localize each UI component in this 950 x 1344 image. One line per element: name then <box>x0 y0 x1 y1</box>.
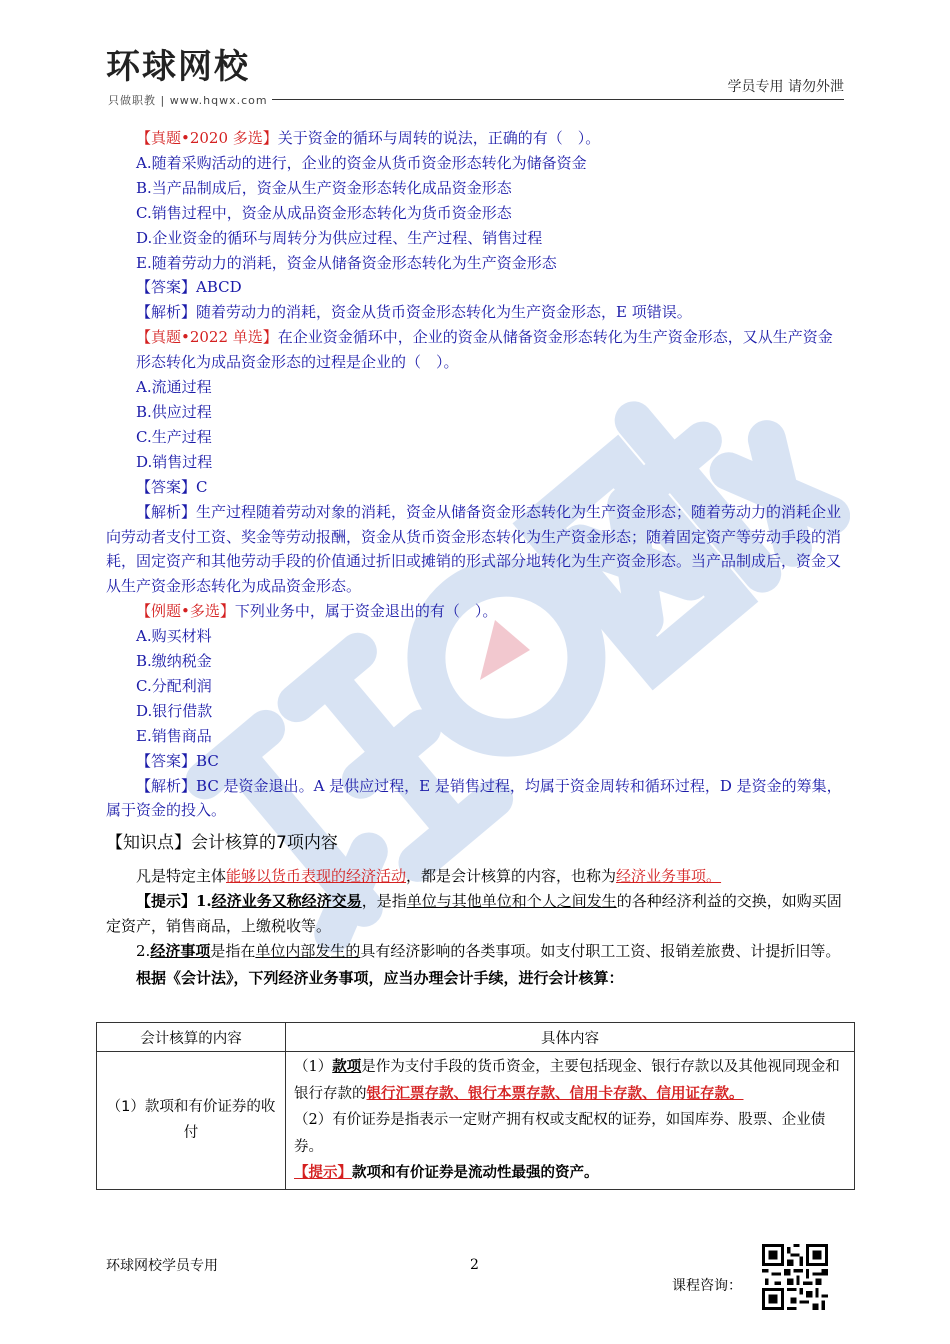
question-1-tag: 【真题•2020 多选】 <box>136 129 278 147</box>
question-1-option-c: C.销售过程中，资金从成品资金形态转化为货币资金形态 <box>136 203 512 222</box>
text: 是指在 <box>210 942 256 960</box>
analysis-tag: 【解析】 <box>136 502 197 521</box>
text: （1） <box>294 1059 333 1075</box>
text: 的各种经济利益的交换，如购买固定资产，销售商品，上缴税收等。 <box>106 892 842 936</box>
question-3-text: 下列业务中，属于资金退出的有（ ）。 <box>234 602 498 621</box>
question-1-answer <box>106 275 844 300</box>
text: 2. <box>136 942 151 960</box>
question-3-option-a: A.购买材料 <box>136 627 212 646</box>
analysis-tag: 【解析】 <box>136 303 197 322</box>
question-3-analysis <box>106 774 844 824</box>
question-2-option-a: A.流通过程 <box>136 378 212 397</box>
analysis-tag: 【解析】 <box>136 776 197 795</box>
knowledge-paragraph-3 <box>106 939 844 964</box>
highlight-text: 经济事项 <box>150 942 211 960</box>
question-1-option-e: E.随着劳动力的消耗，资金从储备资金形态转化为生产资金形态 <box>136 253 557 272</box>
table-cell-category: （1）款项和有价证券的收付 <box>97 1052 286 1190</box>
footer-left-text: 环球网校学员专用 <box>106 1258 218 1274</box>
text: 是作为支付手段的货币资金，主要包括现金、银行存款以及其他视同现金和银行存款的 <box>294 1059 840 1102</box>
question-3-option-c: C.分配利润 <box>136 676 212 695</box>
answer-value: BC <box>196 751 219 770</box>
table-row <box>97 1052 855 1190</box>
question-2-option-d: D.销售过程 <box>136 452 213 471</box>
answer-tag: 【答案】 <box>136 278 197 297</box>
question-2-option-c: C.生产过程 <box>136 427 212 446</box>
detail-paragraph-3 <box>294 1160 846 1187</box>
question-1-option-d: D.企业资金的循环与周转分为供应过程、生产过程、销售过程 <box>136 228 543 247</box>
detail-paragraph-1 <box>294 1054 846 1107</box>
question-3-answer <box>106 749 844 774</box>
analysis-text: 随着劳动力的消耗，资金从货币资金形态转化为生产资金形态，E 项错误。 <box>196 303 692 322</box>
table-cell-detail <box>286 1052 855 1190</box>
knowledge-point-title: 【知识点】会计核算的7项内容 <box>106 833 338 854</box>
text: 款项和有价证券是流动性最强的资产。 <box>352 1164 599 1181</box>
table-header-cell: 具体内容 <box>286 1023 855 1052</box>
question-2-answer <box>106 475 844 500</box>
hint-tag: 【提示】1. <box>136 892 212 911</box>
highlight-text: 款项 <box>332 1058 362 1075</box>
question-2-analysis <box>106 500 844 600</box>
answer-tag: 【答案】 <box>136 751 197 770</box>
analysis-text: 生产过程随着劳动对象的消耗，资金从储备资金形态转化为生产资金形态；随着劳动力的消耗企业向劳动者支付工资、奖金等劳动报酬，资金从货币资金形态转化为生产资金形态；随着固定资产等劳动手段的消耗，固定资产和其他劳动手段的价值通过折旧或摊销的形式部分地转化为生产资金形态。当产品制成后，资金又从生产资金形态转化为成品资金形态。 <box>106 502 842 596</box>
question-3-tag: 【例题•多选】 <box>136 602 235 621</box>
hint-tag: 【提示】 <box>294 1164 352 1181</box>
table-intro: 根据《会计法》，下列经济业务事项，应当办理会计手续，进行会计核算： <box>136 968 624 987</box>
question-2-text: 在企业资金循环中，企业的资金从储备资金形态转化为生产资金形态，又从生产资金形态转化为成品资金形态的过程是企业的（ ）。 <box>136 328 833 372</box>
text: 具有经济影响的各类事项。如支付职工工资、报销差旅费、计提折旧等。 <box>360 942 841 960</box>
detail-paragraph-2: （2）有价证券是指表示一定财产拥有权或支配权的证券，如国库券、股票、企业债券。 <box>294 1112 826 1155</box>
question-1-option-a: A.随着采购活动的进行，企业的资金从货币资金形态转化为储备资金 <box>136 153 587 172</box>
question-2-option-b: B.供应过程 <box>136 402 212 421</box>
highlight-text: 经济业务事项。 <box>616 867 722 886</box>
logo: 环球网校 <box>106 47 250 87</box>
text: ，是指 <box>361 892 407 911</box>
qr-code-icon <box>762 1244 828 1310</box>
answer-value: ABCD <box>196 278 242 297</box>
question-1-analysis <box>106 300 844 325</box>
course-consult-label: 课程咨询： <box>672 1278 742 1294</box>
question-1-text: 关于资金的循环与周转的说法，正确的有（ ）。 <box>277 129 601 147</box>
question-2-tag: 【真题•2022 单选】 <box>136 328 278 347</box>
question-2-stem <box>106 325 844 375</box>
highlight-text: 能够以货币表现的经济活动 <box>226 867 407 886</box>
analysis-text: BC 是资金退出。A 是供应过程，E 是销售过程，均属于资金周转和循环过程，D 是资金的筹集，属于资金的投入。 <box>106 776 842 820</box>
answer-value: C <box>196 477 208 496</box>
accounting-content-table <box>96 1022 855 1190</box>
question-3-option-e: E.销售商品 <box>136 726 212 745</box>
question-1-option-b: B.当产品制成后，资金从生产资金形态转化成品资金形态 <box>136 178 512 197</box>
question-3-option-d: D.银行借款 <box>136 701 213 720</box>
text: 凡是特定主体 <box>136 867 227 886</box>
question-3-option-b: B.缴纳税金 <box>136 652 212 671</box>
question-1-stem <box>106 126 844 151</box>
table-header-cell: 会计核算的内容 <box>97 1023 286 1052</box>
question-3-stem <box>106 599 844 624</box>
document-body <box>106 126 844 991</box>
page-header <box>0 0 950 110</box>
logo-subtitle: 只做职教 | www.hqwx.com <box>108 94 268 107</box>
knowledge-paragraph-2 <box>106 889 844 939</box>
highlight-text: 单位内部发生的 <box>255 942 361 960</box>
highlight-text: 银行汇票存款、银行本票存款、信用卡存款、信用证存款。 <box>366 1084 744 1102</box>
page-number: 2 <box>470 1257 479 1273</box>
answer-tag: 【答案】 <box>136 477 197 496</box>
table-header-row <box>97 1023 855 1052</box>
header-divider <box>272 99 844 100</box>
text: ，都是会计核算的内容，也称为 <box>406 867 617 886</box>
header-notice: 学员专用 请勿外泄 <box>727 79 844 95</box>
knowledge-paragraph-1 <box>106 864 844 889</box>
highlight-text: 单位与其他单位和个人之间发生 <box>406 892 617 911</box>
highlight-text: 经济业务又称经济交易 <box>211 892 362 911</box>
